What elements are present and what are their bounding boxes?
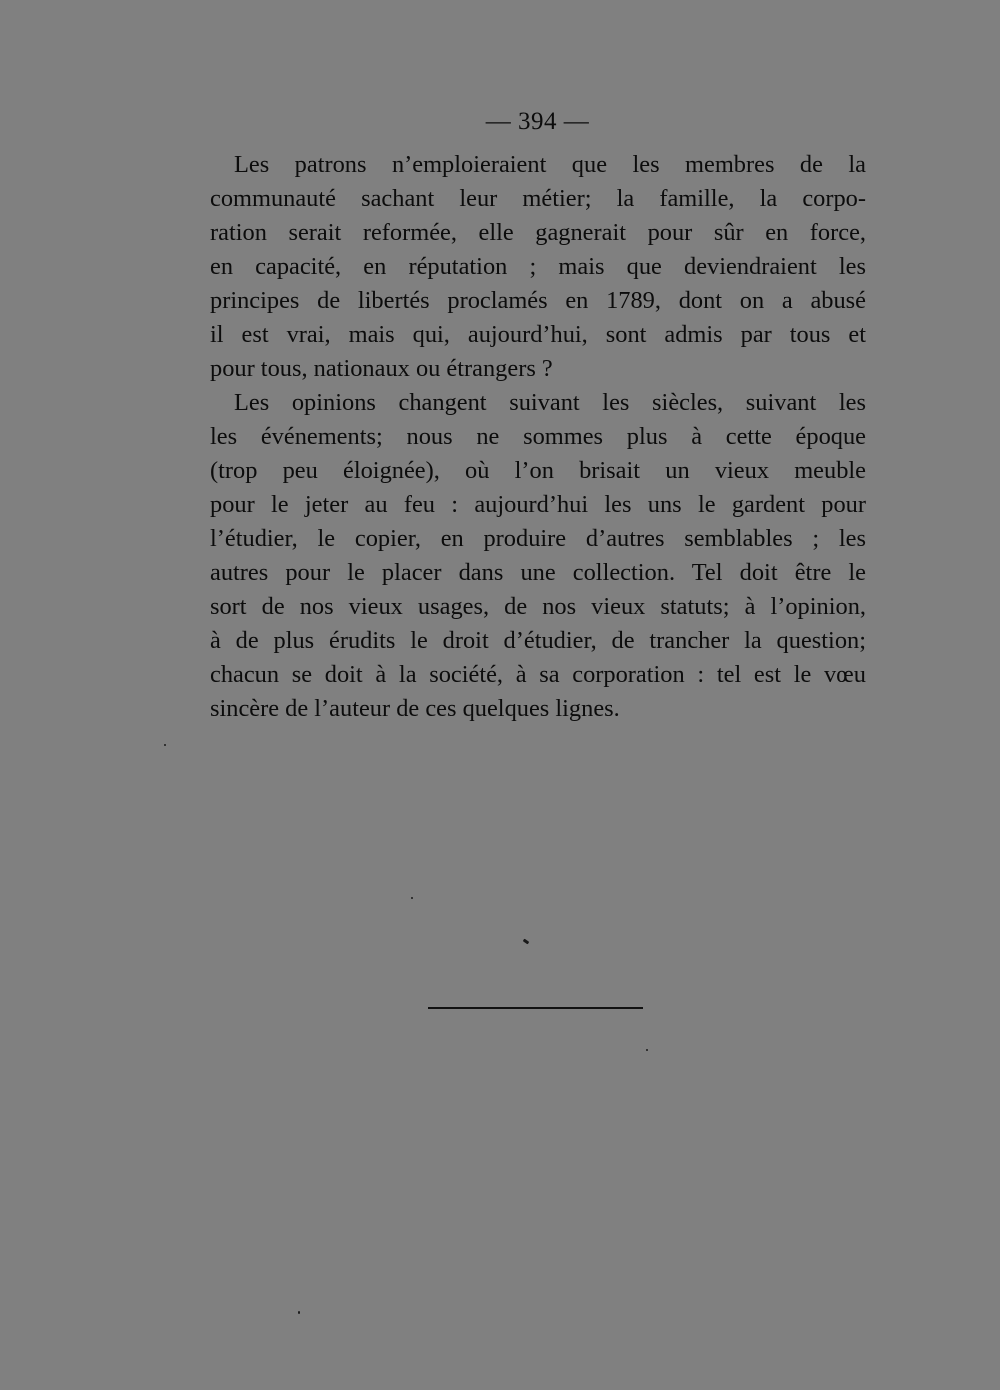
paragraph-2 — [210, 386, 866, 726]
text-line: chacun se doit à la société, à sa corporation : tel est le vœu — [210, 661, 866, 688]
scan-speck — [646, 1049, 648, 1051]
text-line: pour le jeter au feu : aujourd’hui les uns le gardent pour — [210, 491, 866, 518]
text-line: (trop peu éloignée), où l’on brisait un vieux meuble — [210, 457, 866, 484]
text-line: principes de libertés proclamés en 1789, dont on a abusé — [210, 287, 866, 314]
text-line: pour tous, nationaux ou étrangers ? — [210, 355, 553, 382]
text-line: ration serait reformée, elle gagnerait pour sûr en force, — [210, 219, 866, 246]
body-text — [210, 148, 866, 726]
text-line: les événements; nous ne sommes plus à cette époque — [210, 423, 866, 450]
text-line: à de plus érudits le droit d’étudier, de trancher la question; — [210, 627, 866, 654]
text-line: en capacité, en réputation ; mais que deviendraient les — [210, 253, 866, 280]
scan-speck — [164, 744, 166, 746]
page-number: — 394 — — [485, 108, 590, 135]
text-line: sincère de l’auteur de ces quelques lignes. — [210, 695, 620, 722]
text-line: il est vrai, mais qui, aujourd’hui, sont admis par tous et — [210, 321, 866, 348]
text-line: l’étudier, le copier, en produire d’autres semblables ; les — [210, 525, 866, 552]
text-line: autres pour le placer dans une collection. Tel doit être le — [210, 559, 866, 586]
paragraph-1 — [210, 148, 866, 386]
text-line: communauté sachant leur métier; la famille, la corpo- — [210, 185, 866, 212]
text-line: Les opinions changent suivant les siècles, suivant les — [234, 389, 866, 416]
text-line: sort de nos vieux usages, de nos vieux statuts; à l’opinion, — [210, 593, 866, 620]
scan-speck — [298, 1311, 300, 1314]
scan-speck — [523, 939, 530, 945]
text-line: Les patrons n’emploieraient que les membres de la — [234, 151, 866, 178]
end-rule — [428, 1007, 643, 1009]
scan-speck — [411, 897, 413, 899]
